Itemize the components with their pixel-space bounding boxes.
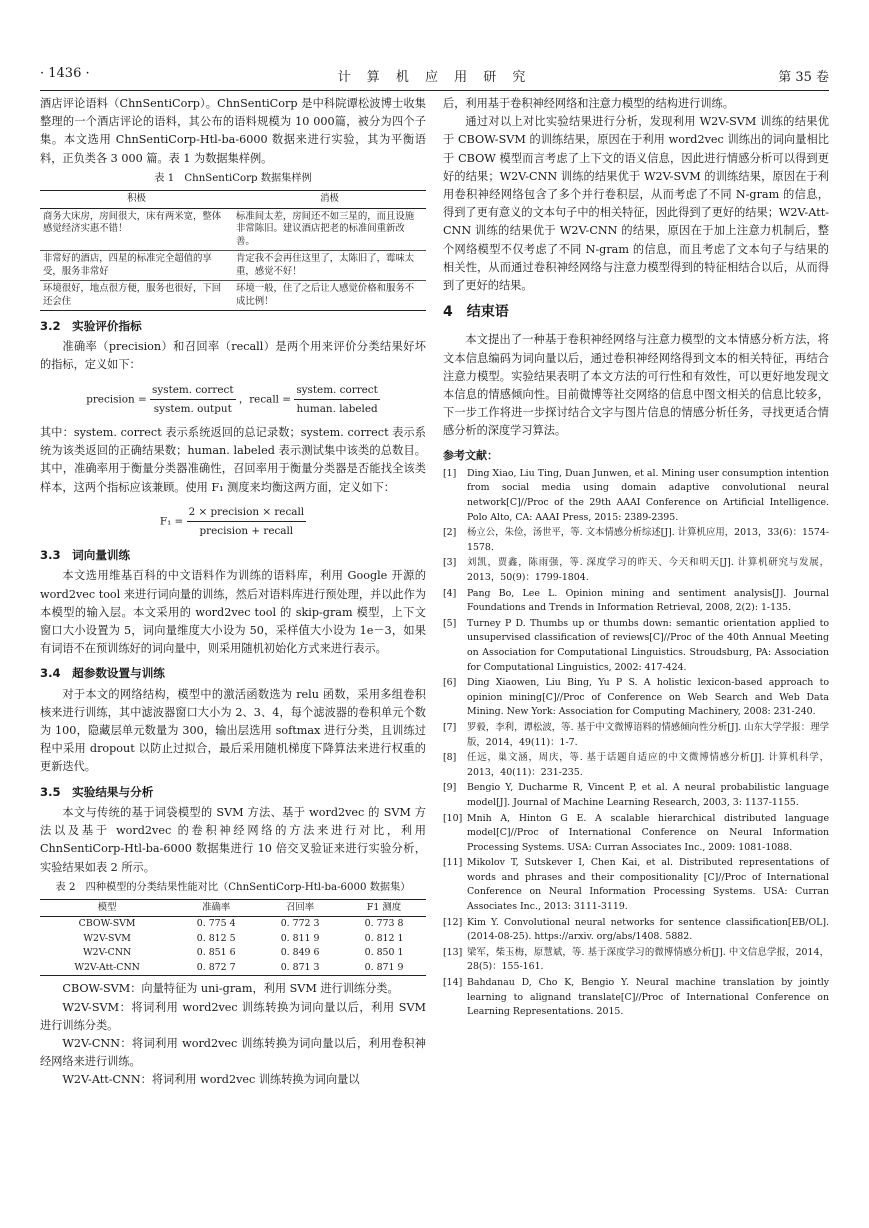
reference-number: [2] <box>443 527 457 539</box>
conclusion-paragraph: 本文提出了一种基于卷积神经网络与注意力模型的文本情感分析方法，将文本信息编码为词向量以后，通过卷积神经网络得到文本的相关特征，再结合注意力模型。实验结果表明了本文方法的可行性和有效性，可以更好地发现文本信息的情感倾向性。目前微博等社交网络的信息中图文相关的信息比较多，下一步工作将进一步探讨结合文字与图片信息的情感分析任务，寻找更适合情感分析的深度学习算法。 <box>443 333 829 438</box>
table-row <box>40 917 426 932</box>
table1 <box>40 190 426 311</box>
analysis-paragraph: 通过对以上对比实验结果进行分析，发现利用 W2V-SVM 训练的结果优于 CBOW-SVM 的训练结果，原因在于利用 word2vec 训练出的词向量相比于 CBOW 模型而言考虑了上下文的语义信息，因此进行情感分析可以得到更好的结果；W2V-CNN 训练的结果优于 W2V-SVM 的训练结果，原因在于利用卷积神经网络包含了多个并行卷积层，从而考虑了不同 N-gram 的信息，得到了更有意义的文本句子中的相关特征，因此得到了更好的结果；W2V-Att-CNN 训练的结果优于 W2V-CNN 的结果，原因在于加上注意力机制后，整个网络模型不仅考虑了不同 N-gram 的信息，而且考虑了文本句子与结果的相关性，从而通过卷积神经网络与注意力模型得到的特征相结合以后，从而得到了更好的结果。 <box>443 115 829 293</box>
table-cell: 商务大床房，房间很大，床有两米宽，整体感觉经济实惠不错！ <box>40 208 233 251</box>
paragraph: 对于本文的网络结构，模型中的激活函数选为 relu 函数，采用多组卷积核来进行训练，其中滤波器窗口大小为 2、3、4，每个滤波器的卷积单元个数为 100，隐藏层单元数量为 300，输出层选用 softmax 进行分类，且训练过程中采用 dropout 以防止过拟合，最后采用随机梯度下降算法来进行权重的更新迭代。 <box>40 687 426 774</box>
model-description: W2V-CNN：将词利用 word2vec 训练转换为词向量以后，利用卷积神经网络来进行训练。 <box>40 1037 426 1069</box>
reference-item <box>443 467 829 525</box>
table-row <box>40 208 426 251</box>
reference-item <box>443 781 829 810</box>
denominator: precision + recall <box>199 525 294 538</box>
reference-text: 杨立公，朱俭，汤世平，等. 文本情感分析综述[J]. 计算机应用，2013，33(6)：1574-1578. <box>467 527 829 553</box>
fraction <box>150 381 235 418</box>
table2 <box>40 899 426 977</box>
formula-text: ，recall = <box>238 393 292 406</box>
formula-precision-recall <box>40 381 426 418</box>
table1-header: 消极 <box>233 191 426 209</box>
running-header <box>40 60 829 91</box>
reference-number: [13] <box>443 946 463 958</box>
table2-header: F1 测度 <box>342 899 426 917</box>
table-cell: 0. 871 9 <box>342 961 426 976</box>
reference-item <box>443 617 829 675</box>
denominator: system. output <box>153 402 232 415</box>
table-cell: 0. 773 8 <box>364 918 404 930</box>
model-description: CBOW-SVM：向量特征为 uni-gram，利用 SVM 进行训练分类。 <box>62 982 399 996</box>
table-row <box>40 251 426 281</box>
table2-header: 模型 <box>40 899 174 917</box>
volume-number: 第 35 卷 <box>778 70 829 85</box>
reference-number: [3] <box>443 557 457 569</box>
reference-number: [6] <box>443 677 457 689</box>
table-row <box>40 946 426 961</box>
reference-text: Turney P D. Thumbs up or thumbs down: semantic orientation applied to unsupervised classification of reviews[C]//Proc of the 40th Annual Meeting on Association for Computational Linguistics. Stroudsburg, PA: Association for Computational Linguistics, 2002: 417-424. <box>467 617 829 673</box>
reference-text: Ding Xiao, Liu Ting, Duan Junwen, et al. Mining user consumption intention from social media using domain adaptive convolutional neural network[C]//Proc of the 29th AAAI Conference on Artificial Intelligence. Polo Alto, CA: AAAI Press, 2015: 2389-2395. <box>467 467 829 523</box>
reference-item <box>443 916 829 945</box>
table-cell: 0. 851 6 <box>196 947 236 959</box>
table-cell: 标准间太差，房间还不如三星的，而且设施非常陈旧。建议酒店把老的标准间重新改善。 <box>233 208 426 251</box>
paragraph: 后，利用基于卷积神经网络和注意力模型的结构进行训练。 <box>443 97 734 110</box>
reference-text: Ding Xiaowen, Liu Bing, Yu P S. A holistic lexicon-based approach to opinion mining[C]//Proc of Conference on Web Search and Web Data Mining. New York: Association for Computing Machinery, 2008: 231-240. <box>467 677 829 718</box>
table-cell: 0. 871 3 <box>258 961 342 976</box>
paragraph: 本文选用维基百科的中文语料作为训练的语料库，利用 Google 开源的 word2vec tool 来进行词向量的训练，然后对语料库进行预处理，并以此作为本模型的输入层。本文采用的 word2vec tool 的 skip-gram 模型，上下文窗口大小设置为 5，词向量维度大小设为 50，采样值大小设为 1e－3，如果有词语不在预训练好的词向量中，则采用随机初始化方式来进行表示。 <box>40 569 426 656</box>
reference-number: [11] <box>443 857 463 869</box>
reference-text: Kim Y. Convolutional neural networks for sentence classification[EB/OL]. (2014-08-25). https://arxiv. org/abs/1408. 5882. <box>467 916 829 943</box>
table-cell: 非常好的酒店，四星的标准完全超值的享受，服务非常好 <box>40 251 233 281</box>
numerator: system. correct <box>150 381 235 400</box>
section-3-5-title: 3.5 实验结果与分析 <box>40 784 154 799</box>
model-description: W2V-SVM：将词利用 word2vec 训练转换为词向量以后，利用 SVM 进行训练分类。 <box>40 1000 426 1032</box>
reference-text: 梁军，柴玉梅，原慧斌，等. 基于深度学习的微博情感分析[J]. 中文信息学报，2014，28(5)：155-161. <box>467 946 829 973</box>
table-cell: W2V-CNN <box>82 947 132 959</box>
table-row <box>40 961 426 976</box>
paragraph: 其中：system. correct 表示系统返回的总记录数；system. correct 表示系统为该类返回的正确结果数；human. labeled 表示测试集中该类的总数目。其中，准确率用于衡量分类器准确性，召回率用于衡量分类器是否能找全该类样本，这两个指标应该兼顾。使用 F₁ 测度来均衡这两方面，定义如下： <box>40 426 426 494</box>
reference-item <box>443 587 829 616</box>
left-column <box>40 95 426 1090</box>
reference-list <box>443 467 829 1020</box>
reference-text: 罗毅，李利，谭松波，等. 基于中文微博语料的情感倾向性分析[J]. 山东大学学报：理学版，2014，49(11)：1-7. <box>467 721 829 748</box>
reference-number: [8] <box>443 752 457 764</box>
table-cell: W2V-Att-CNN <box>40 961 174 976</box>
paragraph: 准确率（precision）和召回率（recall）是两个用来评价分类结果好坏的指标，定义如下： <box>40 340 426 372</box>
reference-text: 任远，巢文涵，周庆，等. 基于话题自适应的中文微博情感分析[J]. 计算机科学，2013，40(11)：231-235. <box>467 752 829 778</box>
table-cell: 0. 872 7 <box>174 961 258 976</box>
paragraph: 本文与传统的基于词袋模型的 SVM 方法、基于 word2vec 的 SVM 方法以及基于 word2vec 的卷积神经网络的方法来进行对比，利用 ChnSentiCorp-Htl-ba-6000 数据集进行 10 倍交叉验证来进行实验分析，实验结果如表 2 所示。 <box>40 805 426 874</box>
model-description: W2V-Att-CNN：将词利用 word2vec 训练转换为词向量以 <box>62 1073 360 1087</box>
reference-item <box>443 751 829 780</box>
reference-number: [14] <box>443 977 463 989</box>
table1-header: 积极 <box>40 191 233 209</box>
reference-text: Bengio Y, Ducharme R, Vincent P, et al. A neural probabilistic language model[J]. Journal of Machine Learning Research, 2003, 3: 1137-1155. <box>467 782 829 808</box>
table-cell: W2V-SVM <box>83 932 131 944</box>
reference-text: Mnih A, Hinton G E. A scalable hierarchical distributed language model[C]//Proc of International Conference on Neural Information Processing Systems. USA: Curran Associates Inc., 2009: 1081-1088. <box>467 812 829 853</box>
section-4-title: 4 结束语 <box>443 304 509 321</box>
fraction <box>294 381 379 418</box>
table-row <box>40 281 426 311</box>
reference-text: Bahdanau D, Cho K, Bengio Y. Neural machine translation by jointly learning to alignand translate[C]//Proc of International Conference on Learning Representations. 2015. <box>467 977 829 1018</box>
table-cell: 0. 812 1 <box>364 932 404 944</box>
table2-header: 召回率 <box>258 899 342 917</box>
table-cell: 环境一般，住了之后让人感觉价格和服务不成比例！ <box>233 281 426 311</box>
table-cell: CBOW-SVM <box>78 918 136 930</box>
table2-header: 准确率 <box>174 899 258 917</box>
reference-item <box>443 676 829 720</box>
reference-text: Mikolov T, Sutskever I, Chen Kai, et al. Distributed representations of words and phrases and their compositionality [C]//Proc of International Conference on Neural Information Processing Systems. USA: Curran Associates Inc., 2013: 3111-3119. <box>467 857 829 913</box>
table-cell: 0. 850 1 <box>364 947 404 959</box>
reference-item <box>443 556 829 585</box>
table1-caption: 表 1 ChnSentiCorp 数据集样例 <box>154 172 312 184</box>
reference-item <box>443 946 829 975</box>
table-cell: 0. 811 9 <box>280 932 320 944</box>
reference-item <box>443 812 829 856</box>
reference-item <box>443 976 829 1020</box>
table-cell: 0. 772 3 <box>280 918 320 930</box>
table-cell: 环境很好，地点很方便，服务也很好，下回还会住 <box>40 281 233 311</box>
reference-number: [9] <box>443 782 457 794</box>
section-3-2-title: 3.2 实验评价指标 <box>40 319 142 334</box>
reference-number: [12] <box>443 916 463 928</box>
reference-text: Pang Bo, Lee L. Opinion mining and sentiment analysis[J]. Journal Foundations and Trends in Information Retrieval, 2008, 2(2): 1-135. <box>467 587 829 614</box>
reference-number: [10] <box>443 812 463 824</box>
numerator: system. correct <box>294 381 379 400</box>
journal-name: 计 算 机 应 用 研 究 <box>337 70 532 85</box>
table-cell: 0. 775 4 <box>196 918 236 930</box>
references-title: 参考文献： <box>443 448 498 462</box>
dataset-intro: 酒店评论语料（ChnSentiCorp）。ChnSentiCorp 是中科院谭松波博士收集整理的一个酒店评论的语料，其公布的语料规模为 10 000篇，被分为四个子集。本文选用 ChnSentiCorp-Htl-ba-6000 数据来进行实验，其为平衡语料，正负类各 3 000 篇。表 1 为数据集样例。 <box>40 97 426 165</box>
formula-f1 <box>40 503 426 540</box>
page-number: · 1436 · <box>40 66 90 81</box>
right-column <box>443 95 829 1021</box>
table2-caption: 表 2 四种模型的分类结果性能对比（ChnSentiCorp-Htl-ba-6000 数据集） <box>55 881 411 893</box>
reference-number: [7] <box>443 721 457 733</box>
reference-number: [4] <box>443 587 457 599</box>
formula-text: precision = <box>86 393 147 406</box>
denominator: human. labeled <box>296 402 378 415</box>
reference-item <box>443 721 829 750</box>
table-cell: 肯定我不会再住这里了，太陈旧了，霉味太重，感觉不好！ <box>233 251 426 281</box>
table-row <box>40 932 426 947</box>
section-3-3-title: 3.3 词向量训练 <box>40 548 131 563</box>
fraction <box>187 503 307 540</box>
reference-number: [1] <box>443 467 457 479</box>
reference-item <box>443 856 829 914</box>
reference-text: 刘凯，贾鑫，陈雨强，等. 深度学习的昨天、今天和明天[J]. 计算机研究与发展，2013，50(9)：1799-1804. <box>467 557 829 584</box>
table-cell: 0. 812 5 <box>196 932 236 944</box>
formula-text: F₁ = <box>159 515 184 528</box>
reference-item <box>443 526 829 555</box>
numerator: 2 × precision × recall <box>187 503 307 522</box>
section-3-4-title: 3.4 超参数设置与训练 <box>40 666 165 681</box>
table-cell: 0. 849 6 <box>280 947 320 959</box>
reference-number: [5] <box>443 617 457 629</box>
